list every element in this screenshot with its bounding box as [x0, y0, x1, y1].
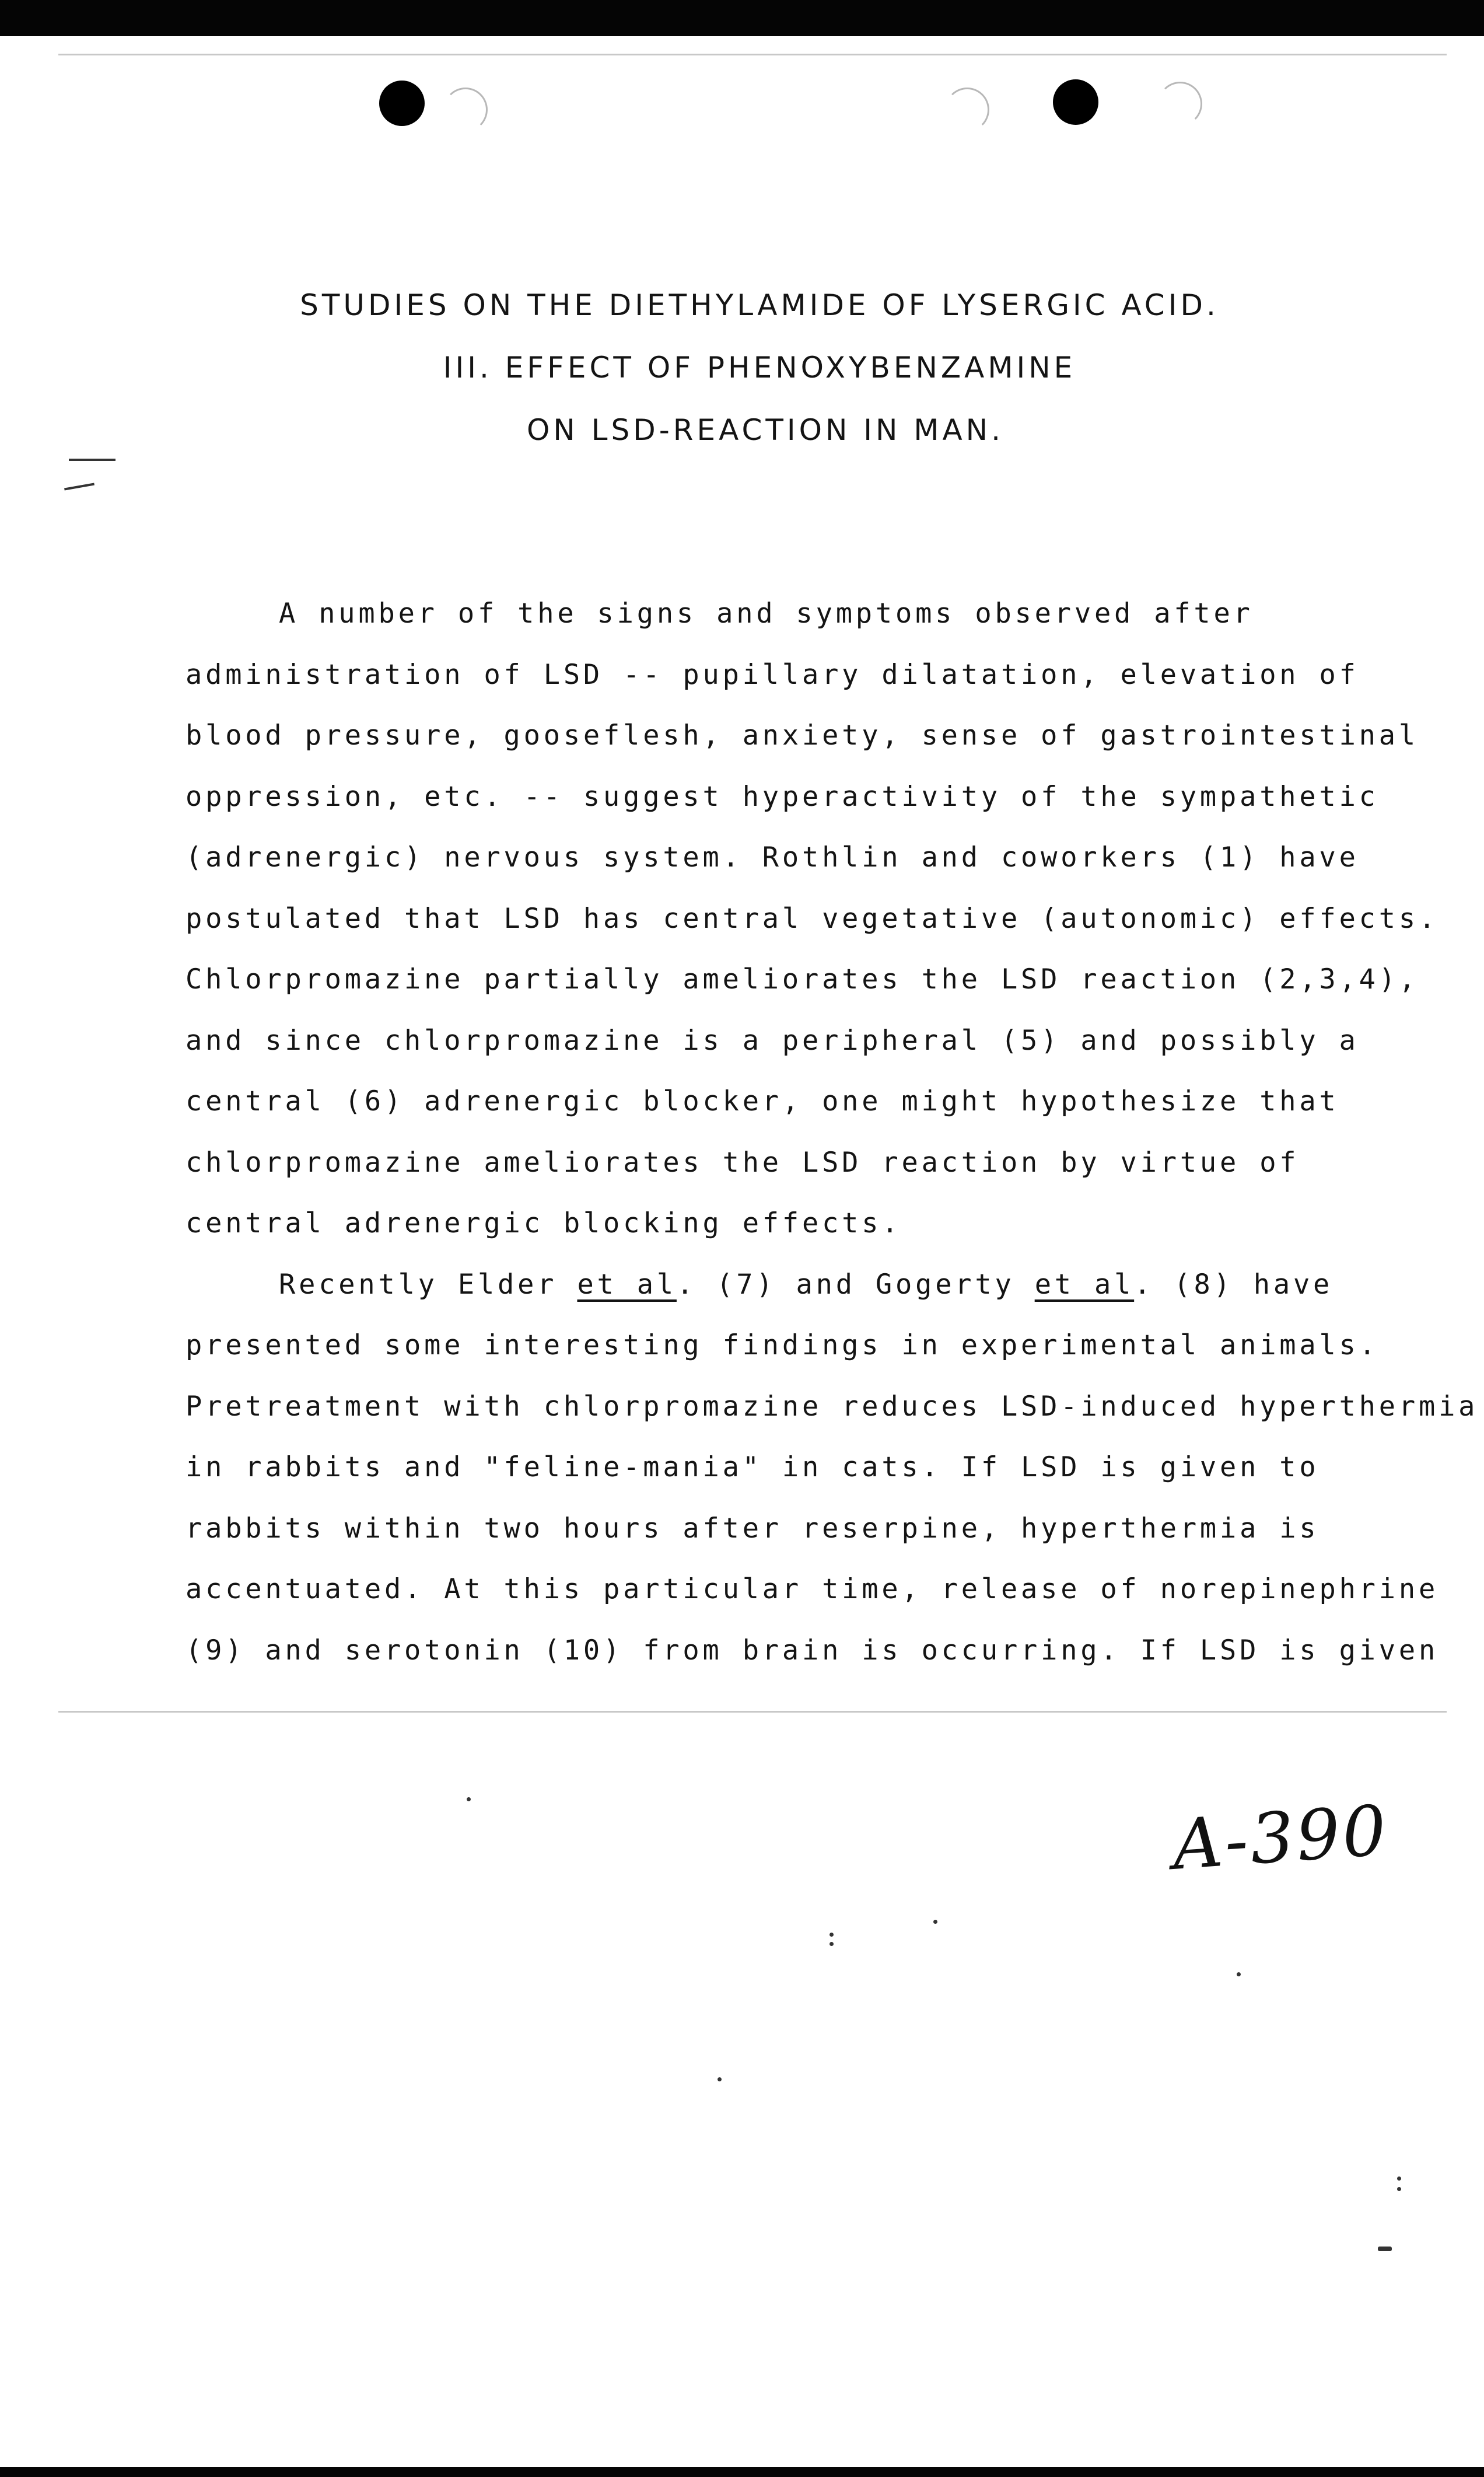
scan-speck: [830, 1933, 834, 1937]
scan-top-border: [0, 0, 1484, 36]
punch-hole-mark: [443, 88, 488, 132]
text-line: chlorpromazine ameliorates the LSD reaction by virtue of: [186, 1146, 1300, 1179]
scan-speck: [1378, 2247, 1392, 2251]
text-line: rabbits within two hours after reserpine, hyperthermia is: [186, 1512, 1320, 1545]
text-line: accentuated. At this particular time, release of norepinephrine: [186, 1573, 1439, 1605]
text-line: A number of the signs and symptoms observed after: [279, 598, 1254, 630]
scan-speck: [933, 1920, 937, 1924]
text-line: central adrenergic blocking effects.: [186, 1207, 902, 1239]
document-body: [186, 584, 1479, 1681]
scan-speck: [1397, 2176, 1401, 2181]
et-al-underlined: et al: [577, 1268, 677, 1301]
handwritten-page-code: A-390: [1170, 1790, 1391, 1885]
text-line: and since chlorpromazine is a peripheral (5) and possibly a: [186, 1024, 1359, 1057]
text-line: oppression, etc. -- suggest hyperactivity of the sympathetic: [186, 780, 1379, 813]
text-fragment: . (8) have: [1134, 1268, 1334, 1301]
title-line: III. EFFECT OF PHENOXYBENZAMINE: [443, 351, 1076, 385]
title-line: STUDIES ON THE DIETHYLAMIDE OF LYSERGIC ACID.: [300, 288, 1219, 322]
punch-hole-mark: [1158, 82, 1202, 126]
scan-speck: [1397, 2187, 1401, 2191]
text-fragment: Recently Elder: [279, 1268, 578, 1301]
punch-hole-mark: [945, 88, 989, 132]
scan-speck: [1237, 1972, 1241, 1976]
text-line: Pretreatment with chlorpromazine reduces LSD-induced hyperthermia: [186, 1390, 1479, 1423]
text-line: presented some interesting findings in experimental animals.: [186, 1329, 1379, 1361]
text-line: central (6) adrenergic blocker, one might hypothesize that: [186, 1085, 1339, 1117]
margin-mark: [64, 483, 94, 491]
et-al-underlined: et al: [1034, 1268, 1135, 1301]
text-fragment: . (7) and Gogerty: [676, 1268, 1035, 1301]
punch-hole-right: [1053, 79, 1098, 125]
text-line: Chlorpromazine partially ameliorates the LSD reaction (2,3,4),: [186, 963, 1419, 995]
title-line: ON LSD-REACTION IN MAN.: [527, 413, 1004, 447]
text-line-with-citations: [186, 1255, 1446, 1316]
scan-bottom-border: [0, 2467, 1484, 2477]
scan-edge-line: [58, 54, 1447, 55]
document-title: [0, 274, 1484, 462]
scan-speck: [718, 2077, 722, 2081]
text-line: (9) and serotonin (10) from brain is occurring. If LSD is given: [186, 1634, 1439, 1667]
scan-speck: [830, 1942, 834, 1946]
text-line: postulated that LSD has central vegetative (autonomic) effects.: [186, 902, 1439, 935]
page-fold-line: [58, 1711, 1447, 1713]
punch-hole-left: [379, 81, 425, 126]
text-line: in rabbits and "feline-mania" in cats. If LSD is given to: [186, 1451, 1320, 1483]
scan-speck: [467, 1797, 471, 1801]
text-line: (adrenergic) nervous system. Rothlin and coworkers (1) have: [186, 841, 1359, 874]
text-line: blood pressure, gooseflesh, anxiety, sense of gastrointestinal: [186, 719, 1419, 752]
text-line: administration of LSD -- pupillary dilatation, elevation of: [186, 658, 1359, 691]
